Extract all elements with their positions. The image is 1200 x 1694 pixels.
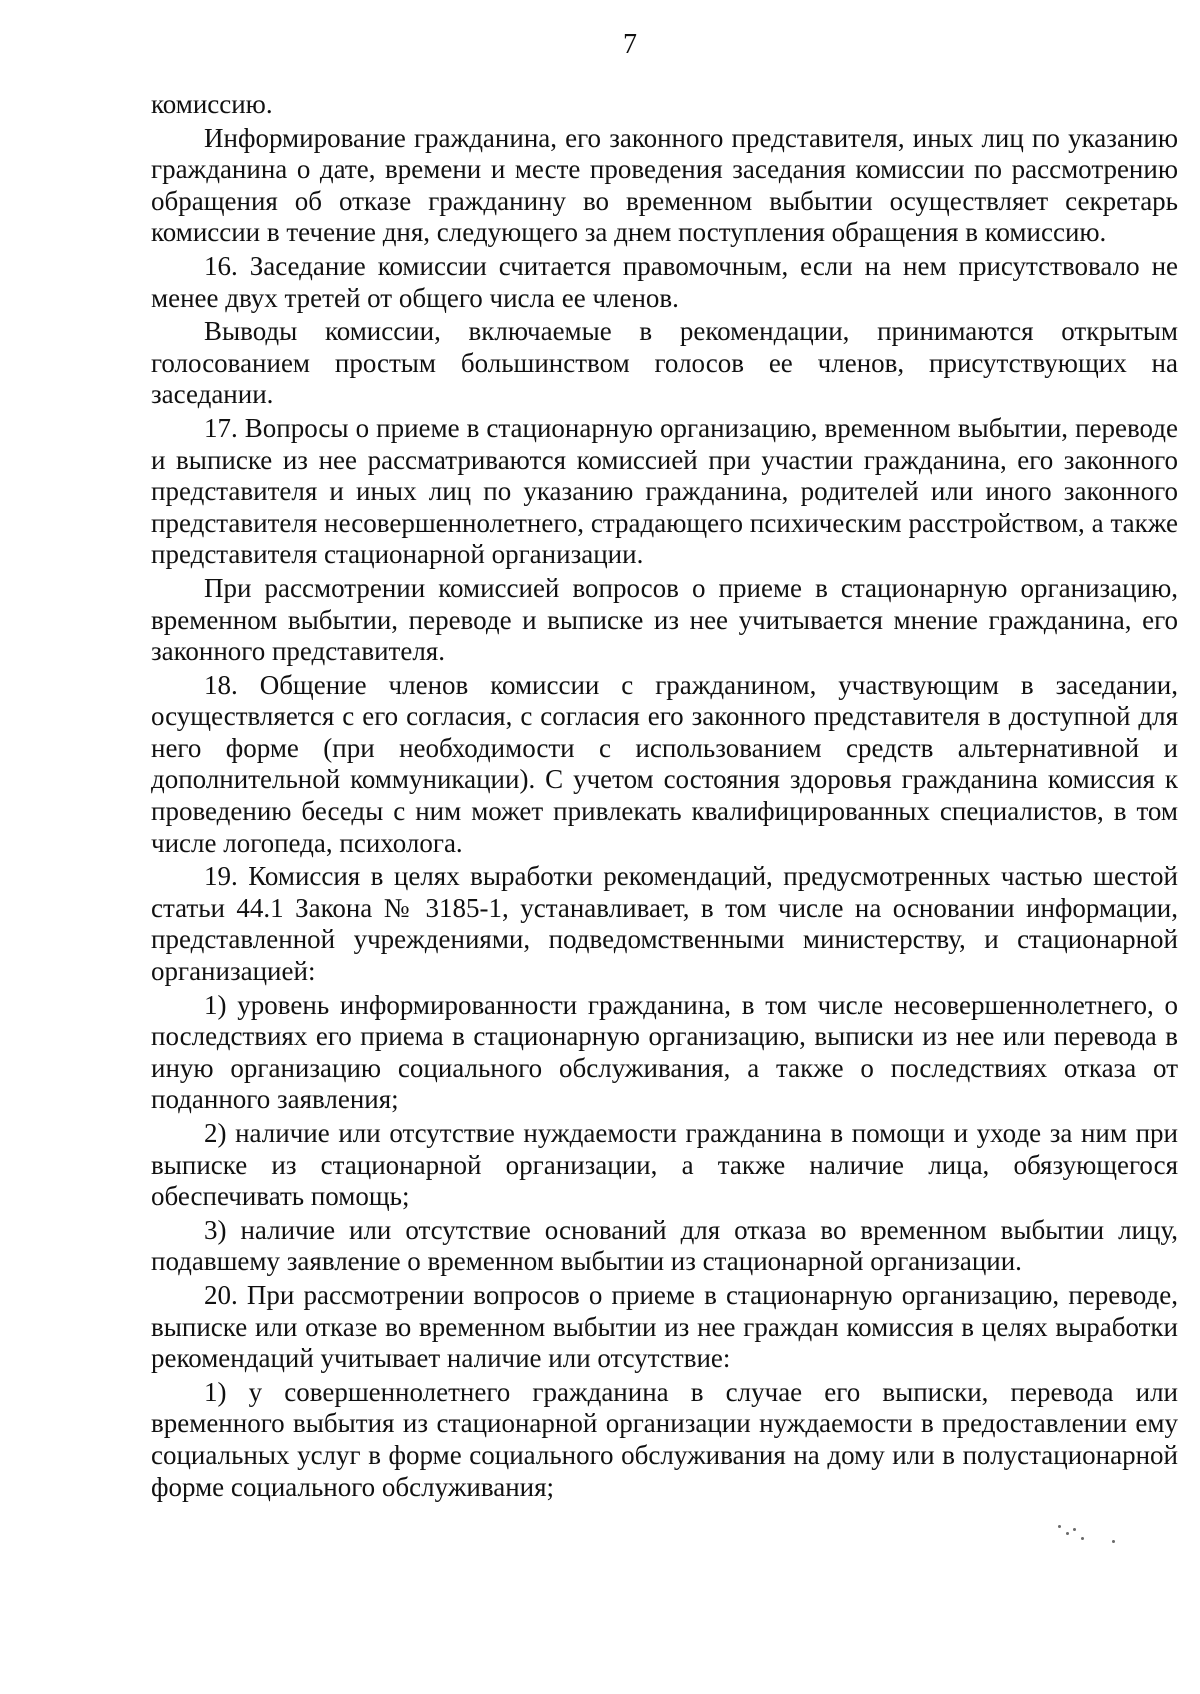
paragraph-notification: Информирование гражданина, его законного представителя, иных лиц по указанию гражданина о дате, времени и месте проведения заседания комиссии по рассмотрению обращения об отказе гражданину во временном выбытии осуществляет секретарь комиссии в течение дня, следующего за днем поступления обращения в комиссию. xyxy=(151,122,1178,248)
list-item-19-2: 2) наличие или отсутствие нуждаемости гражданина в помощи и уходе за ним при выписке из стационарной организации, а также наличие лица, обязующегося обеспечивать помощь; xyxy=(151,1118,1178,1212)
paragraph-20: 20. При рассмотрении вопросов о приеме в стационарную организацию, переводе, выписке или отказе во временном выбытии из нее граждан комиссия в целях выработки рекомендаций учитывает наличие или отсутствие: xyxy=(151,1279,1178,1374)
list-item-20-1: 1) у совершеннолетнего гражданина в случае его выписки, перевода или временного выбытия из стационарной организации нуждаемости в предоставлении ему социальных услуг в форме социального обслуживания на дому или в полустационарной форме социального обслуживания; xyxy=(151,1376,1178,1502)
page-number: 7 xyxy=(623,29,637,60)
document-body xyxy=(151,89,1178,1503)
paragraph-continuation: комиссию. xyxy=(151,89,273,119)
paragraph-16: 16. Заседание комиссии считается правомочным, если на нем присутствовало не менее двух третей от общего числа ее членов. xyxy=(151,250,1178,313)
paragraph-19: 19. Комиссия в целях выработки рекомендаций, предусмотренных частью шестой статьи 44.1 Закона № 3185-1, устанавливает, в том числе на основании информации, представленной учреждениями, подведомственными министерству, и стационарной организацией: xyxy=(151,861,1178,987)
scan-speck xyxy=(1073,1528,1076,1531)
scan-speck xyxy=(1112,1540,1115,1543)
paragraph-17: 17. Вопросы о приеме в стационарную организацию, временном выбытии, переводе и выписке из нее рассматриваются комиссией при участии гражданина, его законного представителя и иных лиц по указанию гражданина, родителей или иного законного представителя несовершеннолетнего, страдающего психическим расстройством, а также представителя стационарной организации. xyxy=(151,412,1178,570)
list-item-19-1: 1) уровень информированности гражданина, в том числе несовершеннолетнего, о последствиях его приема в стационарную организацию, выписки из нее или перевода в иную организацию социального обслуживания, а также о последствиях отказа от поданного заявления; xyxy=(151,989,1178,1115)
scan-speck xyxy=(1081,1537,1084,1540)
list-item-19-3: 3) наличие или отсутствие оснований для отказа во временном выбытии лицу, подавшему заявление о временном выбытии из стационарной организации. xyxy=(151,1214,1178,1277)
paragraph-18: 18. Общение членов комиссии с гражданином, участвующим в заседании, осуществляется с его согласия, с согласия его законного представителя в доступной для него форме (при необходимости с использованием средств альтернативной и дополнительной коммуникации). С учетом состояния здоровья гражданина комиссия к проведению беседы с ним может привлекать квалифицированных специалистов, в том числе логопеда, психолога. xyxy=(151,669,1178,858)
scan-speck xyxy=(1066,1532,1069,1535)
paragraph-conclusions: Выводы комиссии, включаемые в рекомендации, принимаются открытым голосованием простым большинством голосов ее членов, присутствующих на заседании. xyxy=(151,316,1178,410)
scan-speck xyxy=(1058,1525,1061,1528)
paragraph-consideration: При рассмотрении комиссией вопросов о приеме в стационарную организацию, временном выбытии, переводе и выписке из нее учитывается мнение гражданина, его законного представителя. xyxy=(151,572,1178,667)
